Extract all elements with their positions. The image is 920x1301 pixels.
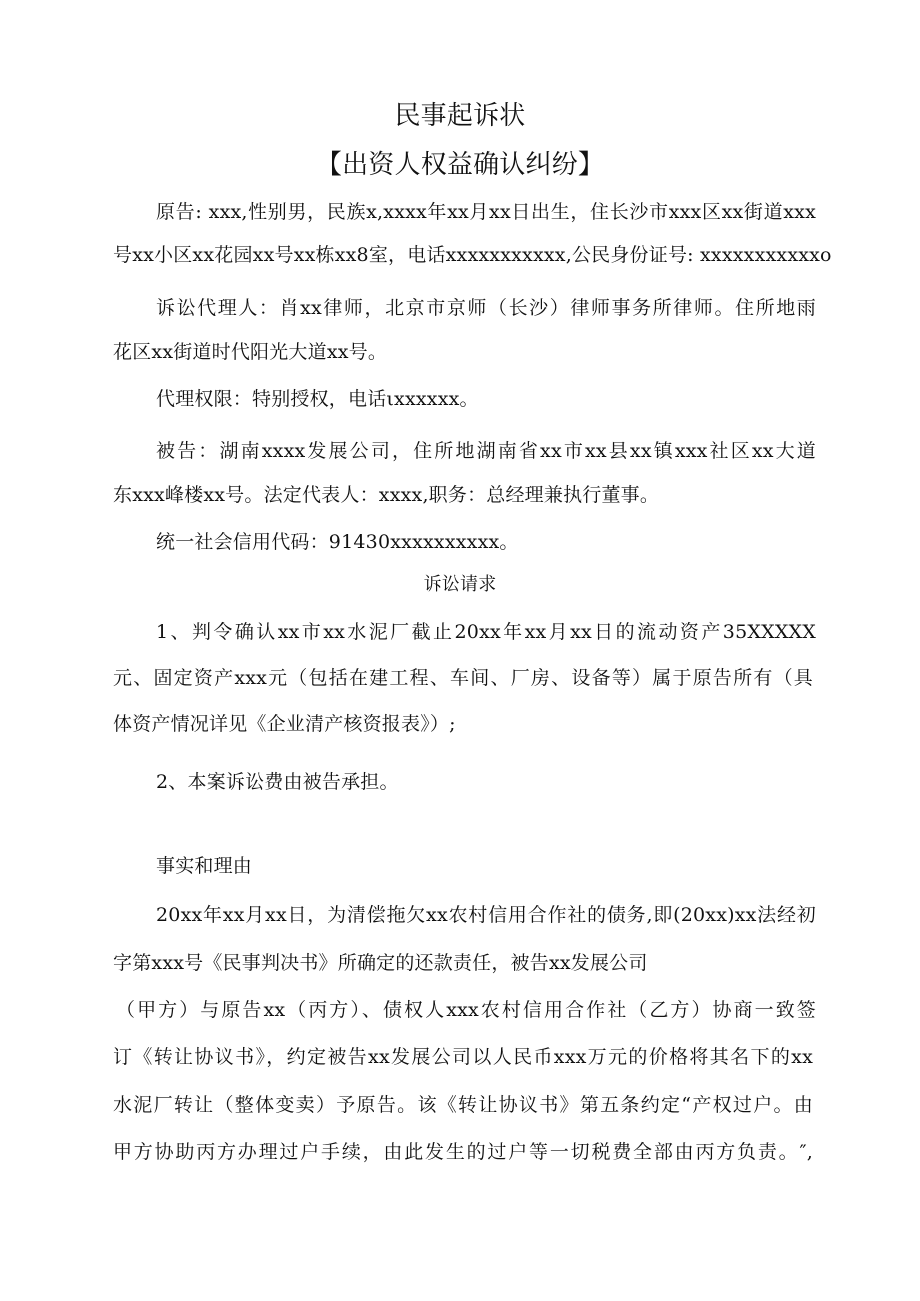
facts-line-5: 水泥厂转让（整体变卖）予原告。该《转让协议书》第五条约定“产权过户。由 [113, 1094, 813, 1116]
claim-1-line-2: 元、固定资产xxx元（包括在建工程、车间、厂房、设备等）属于原告所有（具 [113, 667, 813, 689]
claim-1-line-1: 1、判令确认xx市xx水泥厂截止20xx年xx月xx日的流动资产35XXXXX [156, 621, 816, 643]
claims-heading: 诉讼请求 [423, 574, 497, 595]
plaintiff-line-2: 号xx小区xx花园xx号xx栋xx8室，电话xxxxxxxxxxx,公民身份证号: xxxxxxxxxxxo [113, 244, 832, 266]
defendant-line-2: 东xxx峰楼xx号。法定代表人：xxxx,职务：总经理兼执行董事。 [113, 484, 660, 506]
defendant-line-1: 被告：湖南xxxx发展公司，住所地湖南省xx市xx县xx镇xxx社区xx大道 [156, 440, 816, 462]
facts-heading: 事实和理由 [156, 855, 253, 877]
agent-line-1: 诉讼代理人：肖xx律师，北京市京师（长沙）律师事务所律师。住所地雨 [156, 297, 816, 319]
facts-line-3: （甲方）与原告xx（丙方）、债权人xxx农村信用合作社（乙方）协商一致签 [116, 999, 816, 1021]
facts-line-4: 订《转让协议书》，约定被告xx发展公司以人民币xxx万元的价格将其名下的xx [113, 1046, 813, 1068]
credit-code-line: 统一社会信用代码：91430xxxxxxxxxx。 [156, 531, 519, 553]
document-subtitle: 【出资人权益确认纠纷】 [315, 150, 605, 180]
claim-1-line-3: 体资产情况详见《企业清产核资报表》）; [113, 713, 456, 735]
facts-line-1: 20xx年xx月xx日，为清偿拖欠xx农村信用合作社的债务,即(20xx)xx法经初 [156, 904, 816, 926]
plaintiff-line-1: 原告: xxx,性别男，民族x,xxxx年xx月xx日出生，住长沙市xxx区xx街道xxx [156, 201, 816, 223]
authority-line: 代理权限：特别授权，电话ιxxxxxx。 [156, 388, 479, 410]
agent-line-2: 花区xx街道时代阳光大道xx号。 [113, 341, 388, 363]
facts-line-2: 字第xxx号《民事判决书》所确定的还款责任，被告xx发展公司 [113, 952, 648, 974]
document-title: 民事起诉状 [394, 101, 526, 131]
facts-line-6: 甲方协助丙方办理过户手续，由此发生的过户等一切税费全部由丙方负责。″, [113, 1141, 813, 1163]
claim-2: 2、本案诉讼费由被告承担。 [156, 771, 399, 793]
